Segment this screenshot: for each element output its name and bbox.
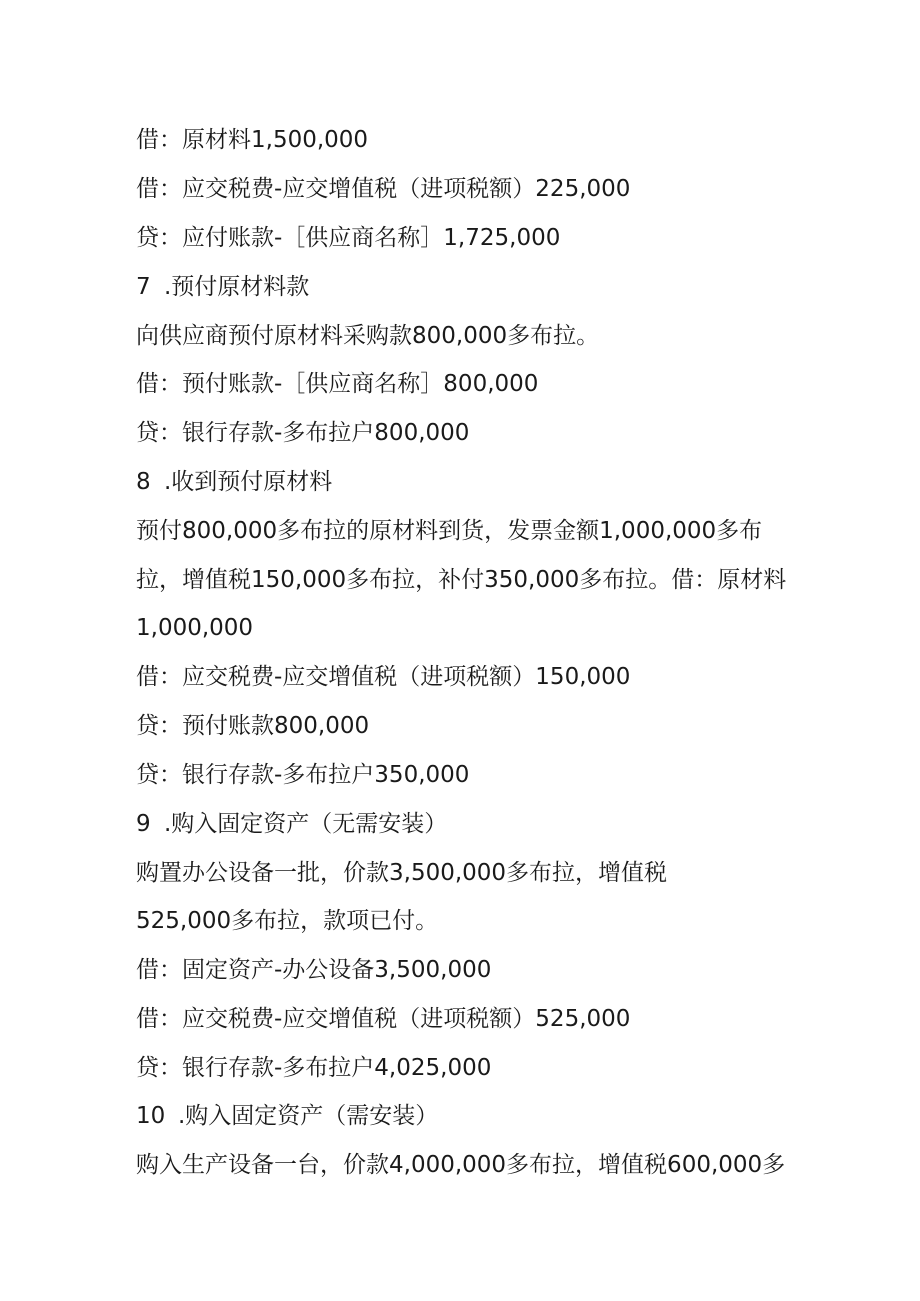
section-heading-9 — [136, 808, 880, 840]
journal-entry-debit-input-vat: 借：应交税费-应交增值税（进项税额）150,000 — [136, 664, 631, 690]
paragraph-text: 购入生产设备一台，价款4,000,000多布拉，增值税600,000多 — [136, 1152, 786, 1178]
section-heading-8 — [136, 466, 880, 498]
journal-entry-credit-accounts-payable: 贷：应付账款-［供应商名称］1,725,000 — [136, 225, 561, 251]
journal-entry-credit-prepayment: 贷：预付账款800,000 — [136, 713, 370, 739]
journal-entry-credit-bank-deposit: 贷：银行存款-多布拉户4,025,000 — [136, 1055, 492, 1081]
section-title: .购入固定资产（无需安装） — [164, 811, 448, 837]
journal-entry-debit-input-vat: 借：应交税费-应交增值税（进项税额）525,000 — [136, 1006, 631, 1032]
paragraph-text: 向供应商预付原材料采购款800,000多布拉。 — [136, 323, 600, 349]
journal-entry-debit-raw-materials: 借：原材料1,500,000 — [136, 127, 369, 153]
journal-entry-debit-prepayment: 借：预付账款-［供应商名称］800,000 — [136, 371, 539, 397]
paragraph-text: 购置办公设备一批，价款3,500,000多布拉，增值税 — [136, 860, 668, 886]
paragraph-text: 525,000多布拉，款项已付。 — [136, 908, 439, 934]
journal-entry-credit-bank-deposit: 贷：银行存款-多布拉户350,000 — [136, 762, 470, 788]
paragraph-text: 预付800,000多布拉的原材料到货，发票金额1,000,000多布 — [136, 518, 763, 544]
section-number: 10 — [136, 1103, 166, 1129]
section-heading-10 — [136, 1100, 880, 1132]
section-number: 8 — [136, 469, 151, 495]
journal-entry-debit-fixed-assets: 借：固定资产-办公设备3,500,000 — [136, 957, 492, 983]
section-title: .购入固定资产（需安装） — [178, 1103, 439, 1129]
section-number: 7 — [136, 274, 151, 300]
section-number: 9 — [136, 811, 151, 837]
journal-entry-debit-input-vat: 借：应交税费-应交增值税（进项税额）225,000 — [136, 176, 631, 202]
section-title: .预付原材料款 — [164, 274, 310, 300]
section-title: .收到预付原材料 — [164, 469, 333, 495]
paragraph-text: 拉，增值税150,000多布拉，补付350,000多布拉。借：原材料 — [136, 567, 787, 593]
journal-entry-credit-bank-deposit: 贷：银行存款-多布拉户800,000 — [136, 420, 470, 446]
paragraph-text: 1,000,000 — [136, 615, 254, 641]
section-heading-7 — [136, 271, 880, 303]
